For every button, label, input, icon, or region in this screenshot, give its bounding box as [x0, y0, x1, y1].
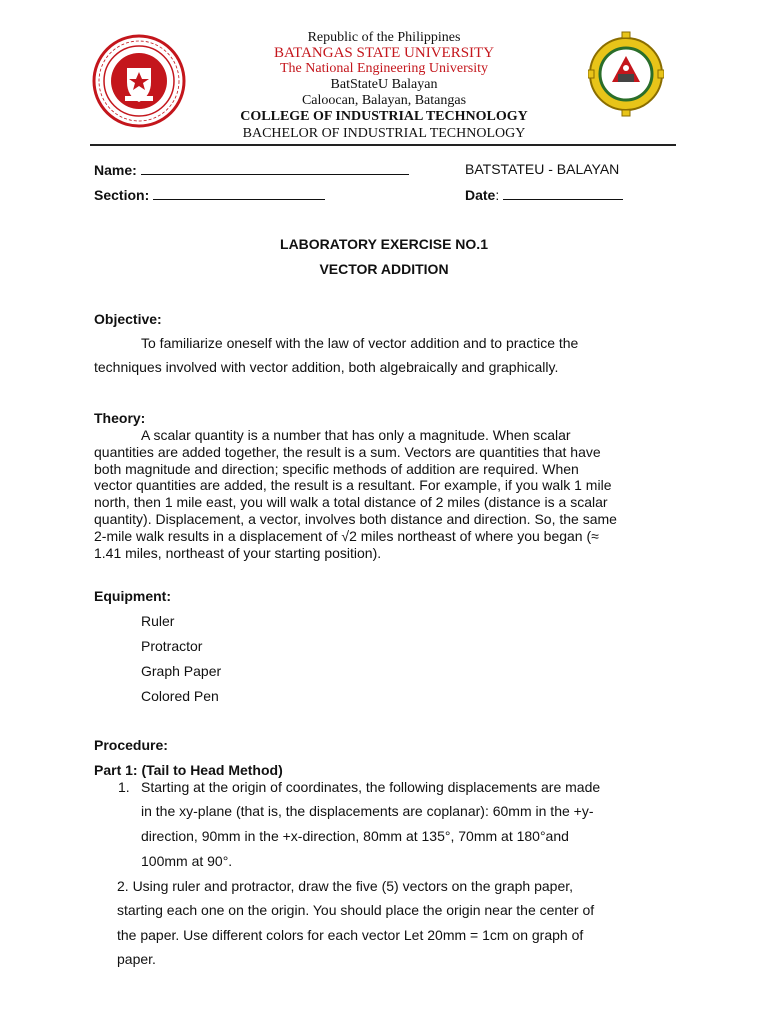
exercise-subtitle: VECTOR ADDITION — [319, 261, 449, 277]
name-label: Name: — [94, 162, 137, 178]
name-field — [94, 160, 409, 179]
objective-line-2: techniques involved with vector addition, both algebraically and graphically. — [94, 359, 559, 375]
header-university-name: BATANGAS STATE UNIVERSITY — [273, 45, 495, 61]
procedure-part1-heading: Part 1: (Tail to Head Method) — [94, 762, 283, 778]
theory-line: A scalar quantity is a number that has only a magnitude. When scalar — [141, 427, 571, 443]
theory-line: quantities are added together, the result is a sum. Vectors are quantities that have — [94, 443, 601, 460]
theory-line: 2-mile walk results in a displacement of √2 miles northeast of where you began (≈ — [94, 527, 599, 544]
step2-line: the paper. Use different colors for each vector Let 20mm = 1cm on graph of — [117, 927, 584, 943]
step1-line: in the xy-plane (that is, the displacements are coplanar): 60mm in the +y- — [141, 803, 594, 819]
header-address: Caloocan, Balayan, Batangas — [301, 93, 467, 108]
date-colon: : — [495, 187, 500, 203]
header-tagline: The National Engineering University — [280, 61, 488, 76]
theory-heading: Theory: — [94, 410, 146, 426]
section-label: Section: — [94, 187, 150, 203]
header-program: BACHELOR OF INDUSTRIAL TECHNOLOGY — [242, 126, 526, 141]
equipment-heading: Equipment: — [94, 588, 171, 604]
header-republic: Republic of the Philippines — [307, 30, 461, 45]
theory-line: quantity). Displacement, a vector, involves both distance and direction. So, the same — [94, 510, 617, 527]
campus-label: BATSTATEU - BALAYAN — [465, 161, 620, 177]
step1-line: 100mm at 90°. — [141, 853, 233, 869]
date-label: Date — [465, 187, 496, 203]
theory-paragraph — [94, 427, 684, 561]
theory-line: 1.41 miles, northeast of your starting position). — [94, 544, 382, 561]
objective-line-1: To familiarize oneself with the law of vector addition and to practice the — [141, 335, 579, 351]
date-blank[interactable] — [503, 185, 623, 200]
step1-line: Starting at the origin of coordinates, the following displacements are made — [141, 779, 601, 795]
procedure-heading: Procedure: — [94, 737, 168, 753]
theory-line: vector quantities are added, the result is a resultant. For example, if you walk 1 mile — [94, 477, 612, 494]
step2-line: paper. — [117, 951, 156, 967]
step2-line: 2. Using ruler and protractor, draw the five (5) vectors on the graph paper, — [117, 878, 574, 894]
section-blank[interactable] — [153, 185, 325, 200]
theory-line: both magnitude and direction; specific methods of addition are required. When — [94, 460, 579, 477]
equipment-item-colored-pen: Colored Pen — [141, 688, 219, 704]
header-college: COLLEGE OF INDUSTRIAL TECHNOLOGY — [240, 109, 528, 124]
name-blank[interactable] — [141, 160, 409, 175]
objective-heading: Objective: — [94, 311, 162, 327]
step1-line: direction, 90mm in the +x-direction, 80mm at 135°, 70mm at 180°and — [141, 828, 569, 844]
step2-line: starting each one on the origin. You should place the origin near the center of — [117, 902, 595, 918]
section-field — [94, 185, 325, 204]
equipment-item-protractor: Protractor — [141, 638, 203, 654]
header-divider — [90, 144, 676, 146]
exercise-title: LABORATORY EXERCISE NO.1 — [280, 236, 488, 252]
theory-line: north, then 1 mile east, you will walk a total distance of 2 miles (distance is a scalar — [94, 494, 608, 511]
header-campus: BatStateU Balayan — [330, 77, 438, 92]
equipment-item-graph-paper: Graph Paper — [141, 663, 222, 679]
step1-number: 1. — [118, 779, 130, 795]
date-field — [465, 185, 623, 204]
equipment-item-ruler: Ruler — [141, 613, 175, 629]
